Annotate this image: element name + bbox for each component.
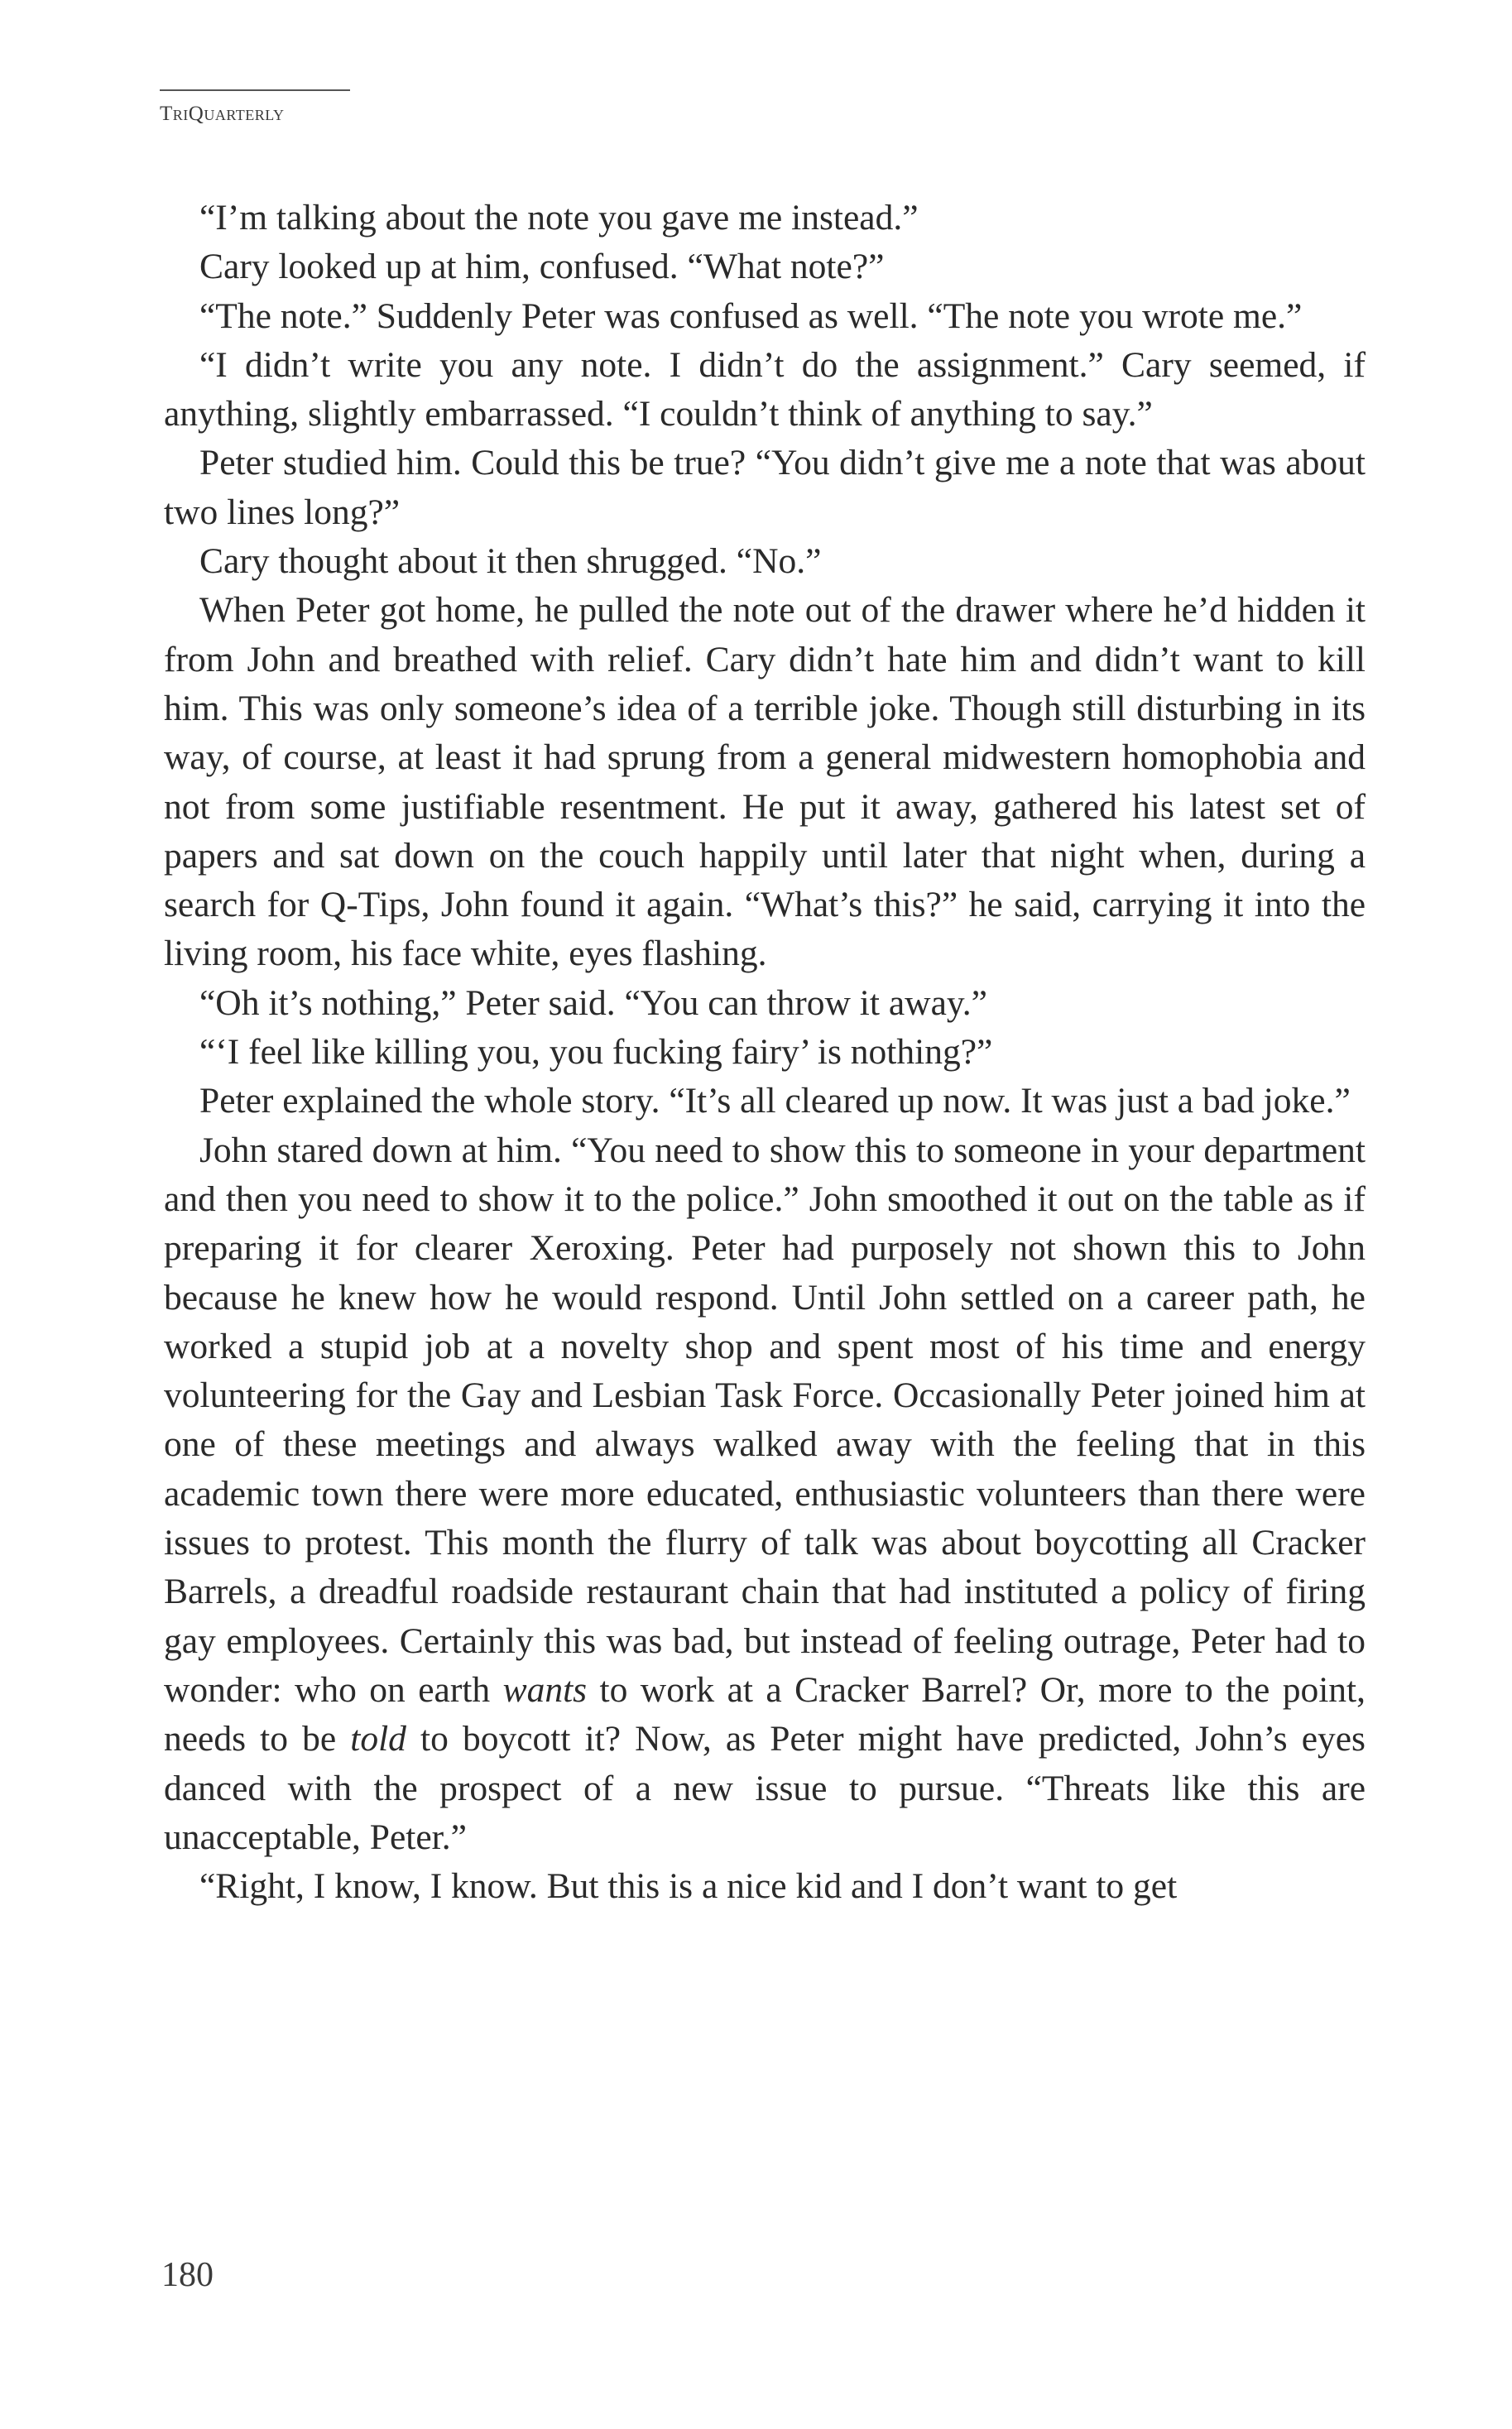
paragraph: “Oh it’s nothing,” Peter said. “You can throw it away.” <box>199 982 987 1023</box>
paragraph: “The note.” Suddenly Peter was confused as well. “The note you wrote me.” <box>199 295 1303 336</box>
paragraph: When Peter got home, he pulled the note out of the drawer where he’d hidden it from John and breathed with relief. Cary didn’t hate him and didn’t want to kill him. This was only someone’s idea of a terrible joke. Though still disturbing in its way, of course, at least it had sprung from a general midwestern homophobia and not from some justifiable resentment. He put it away, gathered his latest set of papers and sat down on the couch happily until later that night when, during a search for Q-Tips, John found it again. “What’s this?” he said, carrying it into the living room, his face white, eyes flashing. <box>164 590 1366 974</box>
page-number: 180 <box>161 2256 214 2294</box>
italic-word: told <box>350 1719 406 1759</box>
page-body <box>164 194 1366 1911</box>
paragraph: Peter studied him. Could this be true? “You didn’t give me a note that was about two lines long?” <box>164 443 1366 532</box>
paragraph: “‘I feel like killing you, you fucking fairy’ is nothing?” <box>199 1032 993 1073</box>
running-head-title: TriQuarterly <box>160 103 285 125</box>
paragraph: “Right, I know, I know. But this is a nice kid and I don’t want to get <box>199 1866 1178 1907</box>
paragraph: “I didn’t write you any note. I didn’t do the assignment.” Cary seemed, if anything, slightly embarrassed. “I couldn’t think of anything to say.” <box>164 344 1366 434</box>
paragraph-segment: to work at a Cracker Barrel? Or, more to the point, needs to be <box>164 1669 1366 1759</box>
paragraph-long <box>164 1126 1366 1862</box>
paragraph: Cary looked up at him, confused. “What note?” <box>199 247 885 287</box>
paragraph: Peter explained the whole story. “It’s all cleared up now. It was just a bad joke.” <box>199 1081 1351 1121</box>
paragraph-segment: John stared down at him. “You need to show this to someone in your department and then you need to show it to the police.” John smoothed it out on the table as if preparing it for clearer Xeroxing. Peter had purposely not shown this to John because he knew how he would respond. Until John settled on a career path, he worked a stupid job at a novelty shop and spent most of his time and energy volunteering for the Gay and Lesbian Task Force. Occasionally Peter joined him at one of these meetings and always walked away with the feeling that in this academic town there were more educated, enthusiastic volunteers than there were issues to protest. This month the flurry of talk was about boycotting all Cracker Barrels, a dreadful roadside restaurant chain that had instituted a policy of firing gay employees. Certainly this was bad, but instead of feeling outrage, Peter had to wonder: who on earth <box>164 1130 1366 1710</box>
header-rule <box>160 89 350 91</box>
paragraph: Cary thought about it then shrugged. “No.” <box>199 541 822 582</box>
italic-word: wants <box>502 1669 588 1710</box>
paragraph-segment: to boycott it? Now, as Peter might have predicted, John’s eyes danced with the prospect of a new issue to pursue. “Threats like this are unacceptable, Peter.” <box>164 1719 1366 1857</box>
paragraph: “I’m talking about the note you gave me instead.” <box>199 198 919 238</box>
running-header <box>160 89 739 126</box>
